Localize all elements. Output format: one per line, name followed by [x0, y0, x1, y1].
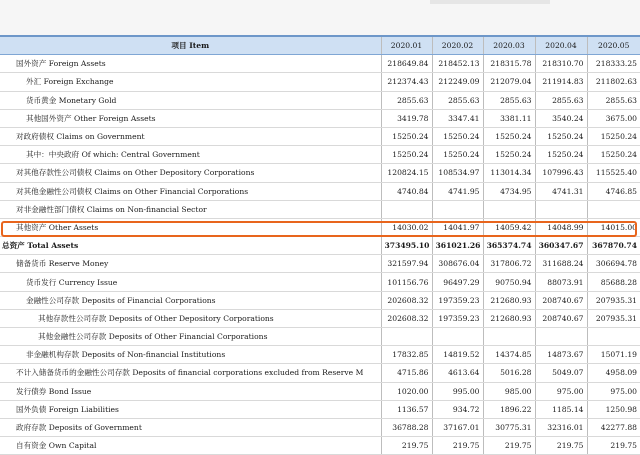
period-header: 2020.02	[432, 36, 483, 55]
value-cell: 120824.15	[381, 164, 432, 182]
value-cell: 14015.00	[587, 218, 640, 236]
value-cell: 208740.67	[535, 291, 587, 309]
value-cell: 202608.32	[381, 309, 432, 327]
value-cell: 3675.00	[587, 109, 640, 127]
value-cell: 90750.94	[483, 273, 535, 291]
period-header: 2020.04	[535, 36, 587, 55]
value-cell: 17832.85	[381, 346, 432, 364]
row-label: 政府存款 Deposits of Government	[0, 418, 381, 436]
row-label: 发行债券 Bond Issue	[0, 382, 381, 400]
table-row	[0, 437, 640, 455]
value-cell: 218649.84	[381, 55, 432, 73]
value-cell: 934.72	[432, 400, 483, 418]
value-cell: 365374.74	[483, 237, 535, 255]
value-cell: 14030.02	[381, 218, 432, 236]
value-cell	[483, 200, 535, 218]
table-row	[0, 418, 640, 436]
value-cell: 373495.10	[381, 237, 432, 255]
table-row	[0, 182, 640, 200]
value-cell: 30775.31	[483, 418, 535, 436]
value-cell: 212249.09	[432, 73, 483, 91]
value-cell: 15250.24	[535, 146, 587, 164]
value-cell	[381, 200, 432, 218]
value-cell: 212680.93	[483, 309, 535, 327]
table-row	[0, 382, 640, 400]
value-cell: 4613.64	[432, 364, 483, 382]
value-cell: 219.75	[535, 437, 587, 455]
value-cell: 15250.24	[381, 127, 432, 145]
table-row	[0, 273, 640, 291]
row-label: 非金融机构存款 Deposits of Non-financial Institutions	[0, 346, 381, 364]
value-cell: 311688.24	[535, 255, 587, 273]
faint-header-remnant	[430, 0, 550, 4]
table-row	[0, 146, 640, 164]
row-label: 其中：中央政府 Of which: Central Government	[0, 146, 381, 164]
value-cell: 15250.24	[432, 127, 483, 145]
value-cell: 32316.01	[535, 418, 587, 436]
value-cell: 2855.63	[381, 91, 432, 109]
value-cell	[381, 328, 432, 346]
table-row	[0, 346, 640, 364]
value-cell: 15250.24	[483, 127, 535, 145]
value-cell: 108534.97	[432, 164, 483, 182]
value-cell: 88073.91	[535, 273, 587, 291]
value-cell: 975.00	[587, 382, 640, 400]
value-cell: 42277.88	[587, 418, 640, 436]
value-cell: 218452.13	[432, 55, 483, 73]
value-cell: 4746.85	[587, 182, 640, 200]
period-header: 2020.01	[381, 36, 432, 55]
row-label: 国外负债 Foreign Liabilities	[0, 400, 381, 418]
table-row	[0, 400, 640, 418]
value-cell: 1136.57	[381, 400, 432, 418]
row-label: 对其他金融性公司债权 Claims on Other Financial Corporations	[0, 182, 381, 200]
value-cell	[432, 328, 483, 346]
value-cell: 211914.83	[535, 73, 587, 91]
value-cell: 15250.24	[381, 146, 432, 164]
value-cell: 2855.63	[432, 91, 483, 109]
value-cell: 4741.95	[432, 182, 483, 200]
row-label: 其他存款性公司存款 Deposits of Other Depository Corporations	[0, 309, 381, 327]
row-label: 货币发行 Currency Issue	[0, 273, 381, 291]
table-row	[0, 309, 640, 327]
value-cell: 14048.99	[535, 218, 587, 236]
value-cell: 212680.93	[483, 291, 535, 309]
value-cell: 2855.63	[587, 91, 640, 109]
row-label: 自有资金 Own Capital	[0, 437, 381, 455]
period-header: 2020.05	[587, 36, 640, 55]
period-header: 2020.03	[483, 36, 535, 55]
value-cell: 15071.19	[587, 346, 640, 364]
value-cell: 202608.32	[381, 291, 432, 309]
value-cell: 5016.28	[483, 364, 535, 382]
value-cell: 219.75	[381, 437, 432, 455]
value-cell: 212079.04	[483, 73, 535, 91]
value-cell: 85688.28	[587, 273, 640, 291]
value-cell: 107996.43	[535, 164, 587, 182]
value-cell: 4740.84	[381, 182, 432, 200]
value-cell: 4734.95	[483, 182, 535, 200]
value-cell: 1020.00	[381, 382, 432, 400]
value-cell: 14873.67	[535, 346, 587, 364]
value-cell: 4958.09	[587, 364, 640, 382]
value-cell: 3540.24	[535, 109, 587, 127]
value-cell: 219.75	[483, 437, 535, 455]
value-cell: 15250.24	[535, 127, 587, 145]
value-cell: 219.75	[432, 437, 483, 455]
value-cell: 14041.97	[432, 218, 483, 236]
value-cell: 207935.31	[587, 291, 640, 309]
item-header: 项目 Item	[0, 36, 381, 55]
row-label: 总资产 Total Assets	[0, 237, 381, 255]
table-row	[0, 127, 640, 145]
value-cell: 218310.70	[535, 55, 587, 73]
value-cell: 197359.23	[432, 309, 483, 327]
value-cell: 15250.24	[587, 146, 640, 164]
row-label: 金融性公司存款 Deposits of Financial Corporations	[0, 291, 381, 309]
row-label: 外汇 Foreign Exchange	[0, 73, 381, 91]
value-cell: 96497.29	[432, 273, 483, 291]
value-cell: 308676.04	[432, 255, 483, 273]
value-cell: 2855.63	[483, 91, 535, 109]
header-row	[0, 36, 640, 55]
value-cell: 360347.67	[535, 237, 587, 255]
value-cell	[535, 200, 587, 218]
value-cell	[587, 200, 640, 218]
row-label: 货币黄金 Monetary Gold	[0, 91, 381, 109]
table-row	[0, 218, 640, 236]
table-row	[0, 55, 640, 73]
value-cell: 15250.24	[483, 146, 535, 164]
row-label: 储备货币 Reserve Money	[0, 255, 381, 273]
value-cell: 113014.34	[483, 164, 535, 182]
value-cell: 306694.78	[587, 255, 640, 273]
value-cell: 4715.86	[381, 364, 432, 382]
total-row	[0, 237, 640, 255]
table-row	[0, 255, 640, 273]
table-row	[0, 164, 640, 182]
value-cell: 995.00	[432, 382, 483, 400]
value-cell	[432, 200, 483, 218]
value-cell: 3419.78	[381, 109, 432, 127]
value-cell: 317806.72	[483, 255, 535, 273]
value-cell: 3347.41	[432, 109, 483, 127]
balance-sheet-table	[0, 35, 640, 455]
value-cell: 14819.52	[432, 346, 483, 364]
table-row	[0, 109, 640, 127]
value-cell: 208740.67	[535, 309, 587, 327]
row-label: 其他资产 Other Assets	[0, 218, 381, 236]
value-cell: 975.00	[535, 382, 587, 400]
table-row	[0, 328, 640, 346]
row-label: 对其他存款性公司债权 Claims on Other Depository Corporations	[0, 164, 381, 182]
table-row	[0, 291, 640, 309]
value-cell: 15250.24	[587, 127, 640, 145]
table-row	[0, 91, 640, 109]
value-cell: 15250.24	[432, 146, 483, 164]
value-cell: 207935.31	[587, 309, 640, 327]
value-cell: 37167.01	[432, 418, 483, 436]
value-cell: 985.00	[483, 382, 535, 400]
value-cell: 219.75	[587, 437, 640, 455]
row-label: 国外资产 Foreign Assets	[0, 55, 381, 73]
value-cell: 321597.94	[381, 255, 432, 273]
value-cell: 3381.11	[483, 109, 535, 127]
value-cell	[535, 328, 587, 346]
value-cell: 212374.43	[381, 73, 432, 91]
value-cell: 14059.42	[483, 218, 535, 236]
value-cell: 36788.28	[381, 418, 432, 436]
top-margin	[0, 0, 640, 35]
table-row	[0, 200, 640, 218]
row-label: 其他国外资产 Other Foreign Assets	[0, 109, 381, 127]
value-cell: 1896.22	[483, 400, 535, 418]
table-row	[0, 364, 640, 382]
row-label: 不计入储备货币的金融性公司存款 Deposits of financial corporations excluded from Reserve M	[0, 364, 381, 382]
value-cell: 14374.85	[483, 346, 535, 364]
value-cell: 5049.07	[535, 364, 587, 382]
value-cell	[587, 328, 640, 346]
row-label: 对非金融性部门债权 Claims on Non-financial Sector	[0, 200, 381, 218]
value-cell: 197359.23	[432, 291, 483, 309]
row-label: 其他金融性公司存款 Deposits of Other Financial Corporations	[0, 328, 381, 346]
value-cell: 367870.74	[587, 237, 640, 255]
table-row	[0, 73, 640, 91]
value-cell: 218333.25	[587, 55, 640, 73]
value-cell: 218315.78	[483, 55, 535, 73]
value-cell: 211802.63	[587, 73, 640, 91]
value-cell: 1185.14	[535, 400, 587, 418]
value-cell: 4741.31	[535, 182, 587, 200]
row-label: 对政府债权 Claims on Government	[0, 127, 381, 145]
value-cell: 1250.98	[587, 400, 640, 418]
value-cell	[483, 328, 535, 346]
value-cell: 361021.26	[432, 237, 483, 255]
value-cell: 101156.76	[381, 273, 432, 291]
value-cell: 115525.40	[587, 164, 640, 182]
value-cell: 2855.63	[535, 91, 587, 109]
